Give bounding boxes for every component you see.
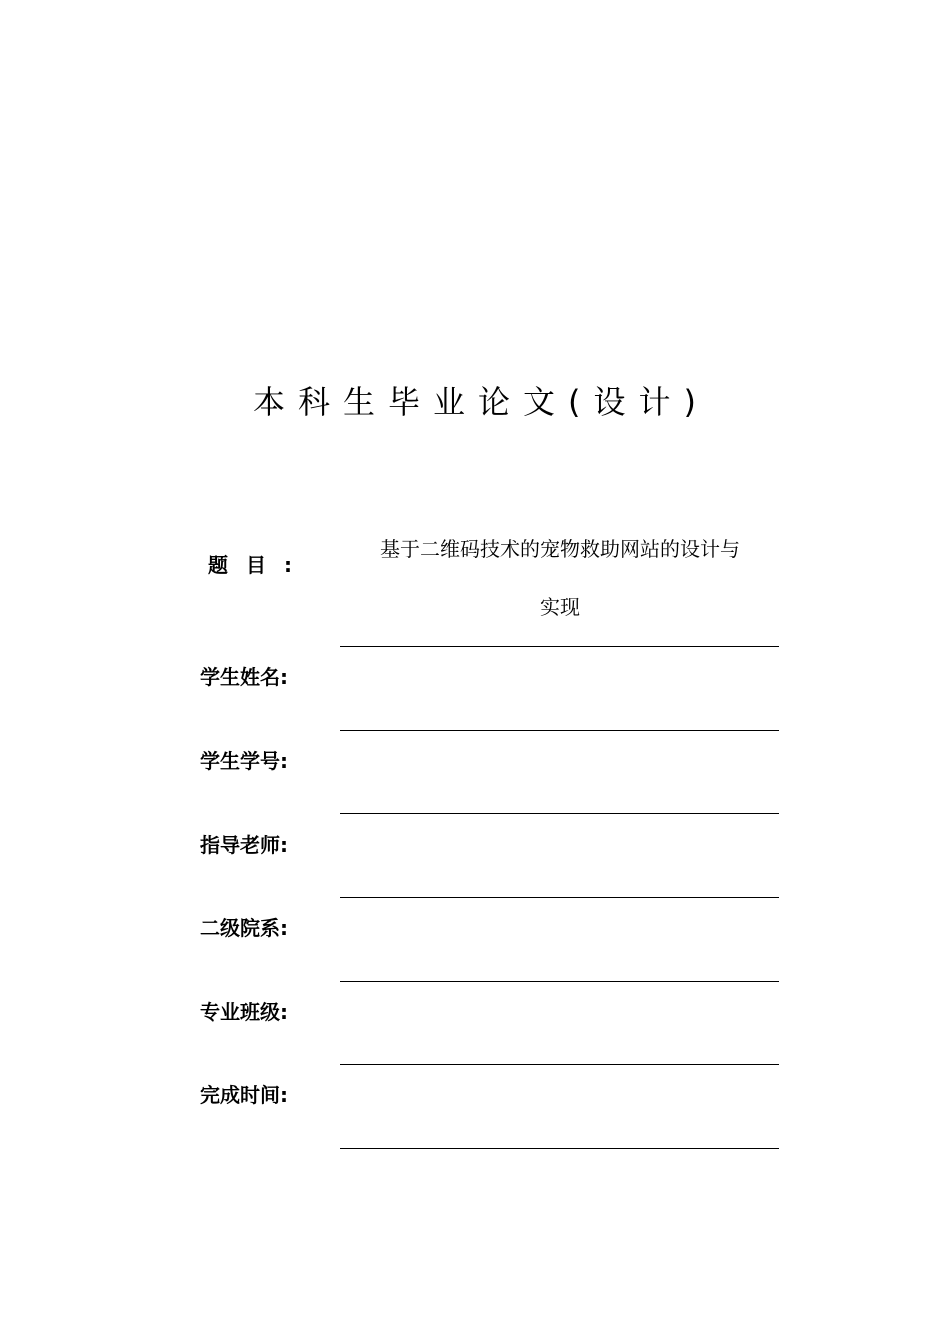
document-heading: 本科生毕业论文(设计) [253, 383, 709, 421]
title-underline [340, 646, 779, 647]
completion-date-label: 完成时间: [200, 1083, 288, 1107]
title-value-line1: 基于二维码技术的宠物救助网站的设计与 [380, 537, 740, 561]
student-id-underline [340, 813, 779, 814]
completion-date-underline [340, 1148, 779, 1149]
department-label: 二级院系: [200, 916, 288, 940]
student-name-label: 学生姓名: [200, 665, 288, 689]
advisor-label: 指导老师: [200, 833, 288, 857]
advisor-underline [340, 897, 779, 898]
student-name-underline [340, 730, 779, 731]
major-class-label: 专业班级: [200, 1000, 288, 1024]
student-id-label: 学生学号: [200, 749, 288, 773]
major-class-underline [340, 1064, 779, 1065]
title-label: 题目: [208, 553, 310, 577]
title-value-line2: 实现 [540, 595, 580, 619]
department-underline [340, 981, 779, 982]
